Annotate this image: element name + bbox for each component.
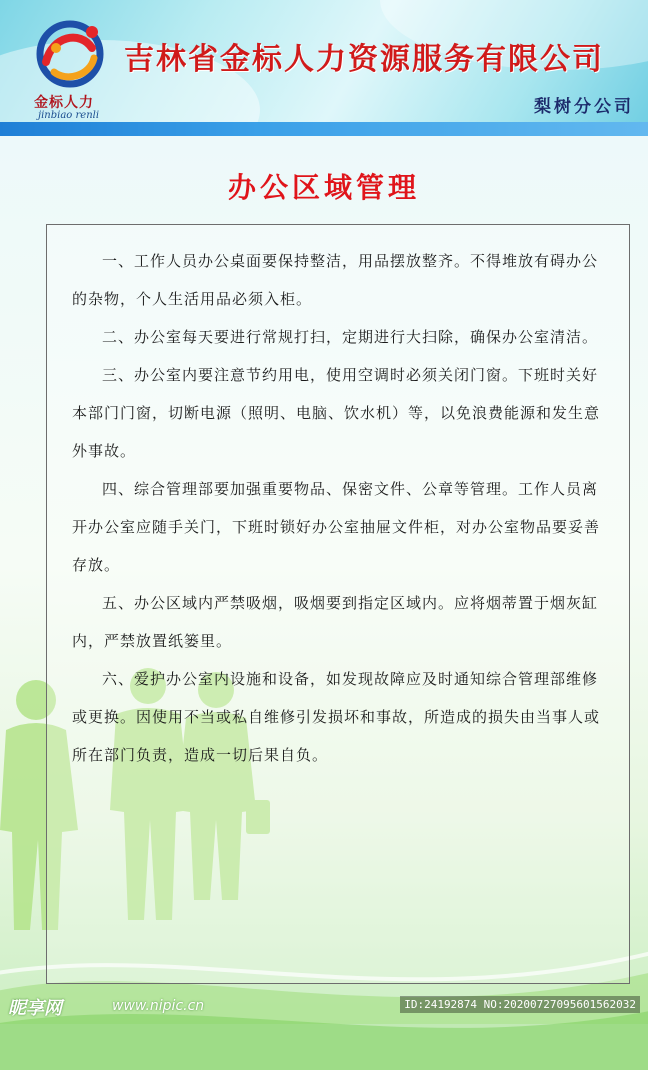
company-name: 吉林省金标人力资源服务有限公司 xyxy=(124,42,604,77)
rule-item: 六、爱护办公室内设施和设备，如发现故障应及时通知综合管理部维修或更换。因使用不当或私自维修引发损坏和事故，所造成的损失由当事人或所在部门负责，造成一切后果自负。 xyxy=(72,670,601,764)
rule-item: 二、办公室每天要进行常规打扫，定期进行大扫除，确保办公室清洁。 xyxy=(102,328,599,346)
rule-item: 一、工作人员办公桌面要保持整洁，用品摆放整齐。不得堆放有碍办公的杂物，个人生活用品必须入柜。 xyxy=(72,252,599,308)
rule-item: 三、办公室内要注意节约用电，使用空调时必须关闭门窗。下班时关好本部门门窗，切断电源（照明、电脑、饮水机）等，以免浪费能源和发生意外事故。 xyxy=(72,366,601,460)
watermark-id: ID:24192874 NO:20200727095601562032 xyxy=(400,996,640,1013)
rules-list xyxy=(72,242,612,774)
page-title: 办公区域管理 xyxy=(227,171,420,204)
rule-item: 五、办公区域内严禁吸烟，吸烟要到指定区域内。应将烟蒂置于烟灰缸内，严禁放置纸篓里。 xyxy=(72,594,599,650)
branch-name: 梨树分公司 xyxy=(534,97,634,117)
company-logo-icon xyxy=(32,18,108,88)
logo-chinese-name: 金标人力 xyxy=(34,95,94,111)
logo-pinyin-name: jinbiao renli xyxy=(38,110,100,121)
watermark-url: www.nipic.cn xyxy=(112,998,205,1014)
header-accent-bar xyxy=(0,122,648,136)
rule-item: 四、综合管理部要加强重要物品、保密文件、公章等管理。工作人员离开办公室应随手关门，下班时锁好办公室抽屉文件柜，对办公室物品要妥善存放。 xyxy=(72,480,601,574)
watermark-site-name: 昵享网 xyxy=(8,998,62,1019)
